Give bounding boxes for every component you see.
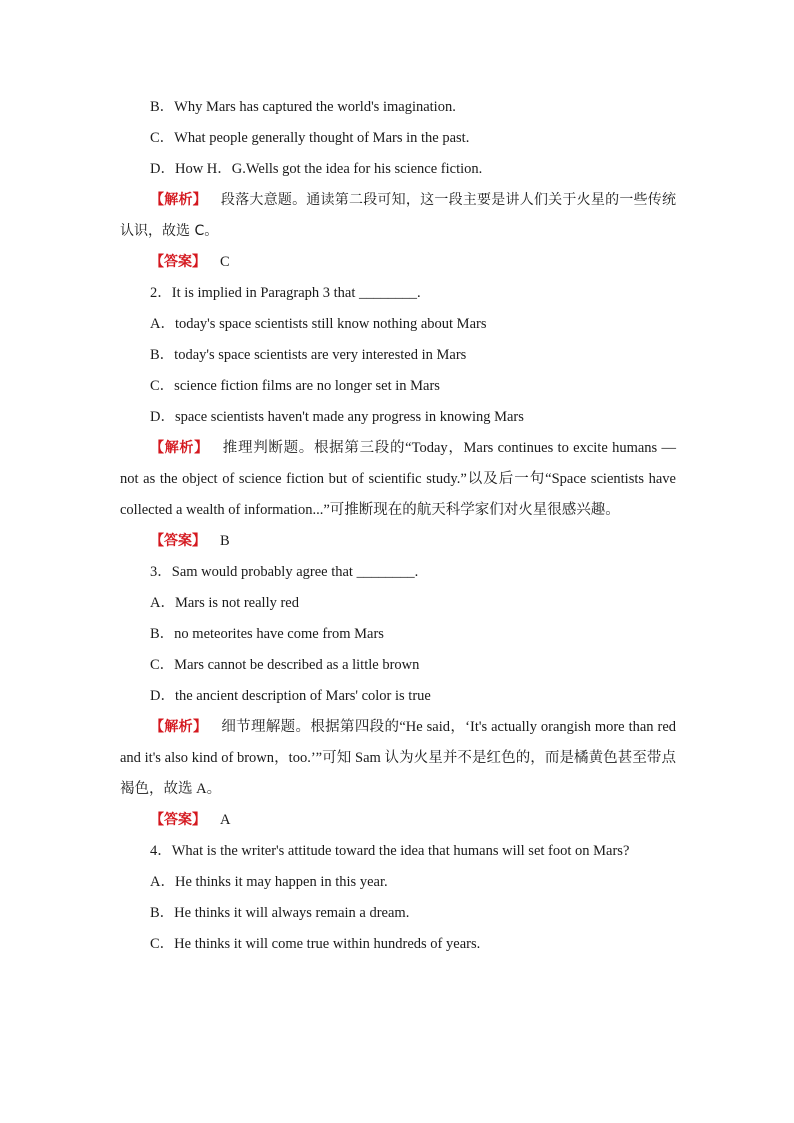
analysis-tag: 【解析】: [150, 719, 208, 735]
q4-stem: 4．What is the writer's attitude toward the idea that humans will set foot on Mars?: [150, 843, 630, 859]
q2-answer: [120, 526, 676, 557]
q2-analysis: [120, 433, 676, 526]
q1-option-d: D．How H．G.Wells got the idea for his science fiction.: [150, 161, 483, 177]
q3-answer: [120, 805, 676, 836]
analysis-tag: 【解析】: [150, 440, 209, 456]
answer-tag: 【答案】: [150, 254, 206, 270]
q1-answer-value: C: [220, 254, 230, 270]
q3-option-b: B．no meteorites have come from Mars: [150, 626, 384, 642]
q3-analysis: [120, 712, 676, 805]
q2-option-b: B．today's space scientists are very interested in Mars: [150, 347, 467, 363]
q2-answer-value: B: [220, 533, 230, 549]
q1-analysis: [120, 185, 676, 247]
q2-option-c: C．science fiction films are no longer set in Mars: [150, 378, 440, 394]
q2-stem: 2．It is implied in Paragraph 3 that ________.: [150, 285, 421, 301]
q4-option-a: A．He thinks it may happen in this year.: [150, 874, 388, 890]
q3-answer-value: A: [220, 812, 231, 828]
q2-analysis-text: 推理判断题。根据第三段的“Today，Mars continues to excite humans —not as the object of science fiction but of scientific study.”以及后一句“Space scientists have collected a wealth of information...”可推断现在的航天科学家们对火星很感兴趣。: [120, 440, 677, 518]
answer-tag: 【答案】: [150, 812, 206, 828]
q2-option-d: D．space scientists haven't made any progress in knowing Mars: [150, 409, 524, 425]
answer-tag: 【答案】: [150, 533, 206, 549]
q3-stem: 3．Sam would probably agree that ________.: [150, 564, 419, 580]
document-page: [120, 92, 676, 960]
q3-option-c: C．Mars cannot be described as a little brown: [150, 657, 420, 673]
q1-option-b: B．Why Mars has captured the world's imagination.: [150, 99, 456, 115]
q4-option-b: B．He thinks it will always remain a dream.: [150, 905, 410, 921]
q1-analysis-text: 段落大意题。通读第二段可知，这一段主要是讲人们关于火星的一些传统认识，故选 C。: [120, 192, 677, 239]
q1-option-c: C．What people generally thought of Mars in the past.: [150, 130, 470, 146]
q3-option-a: A．Mars is not really red: [150, 595, 299, 611]
q3-analysis-text: 细节理解题。根据第四段的“He said，‘It's actually orangish more than red and it's also kind of brown，too.’”可知 Sam 认为火星并不是红色的，而是橘黄色甚至带点褐色，故选 A。: [120, 719, 677, 797]
q1-answer: [120, 247, 676, 278]
analysis-tag: 【解析】: [150, 192, 207, 208]
q4-option-c: C．He thinks it will come true within hundreds of years.: [150, 936, 481, 952]
q3-option-d: D．the ancient description of Mars' color is true: [150, 688, 431, 704]
q2-option-a: A．today's space scientists still know nothing about Mars: [150, 316, 487, 332]
